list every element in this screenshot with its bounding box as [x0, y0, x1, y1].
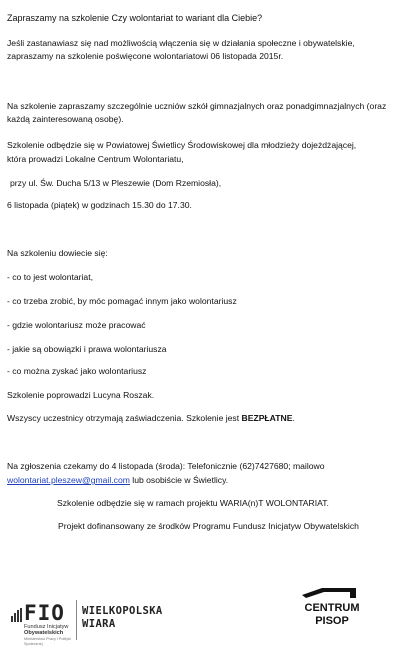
pisop-mark-icon	[296, 586, 368, 602]
signup-rest: lub osobiście w Świetlicy.	[129, 475, 229, 485]
topic-item: - co to jest wolontariat,	[7, 272, 93, 282]
fio-logo	[10, 600, 90, 646]
topic-item: - jakie są obowiązki i prawa wolontariusza	[7, 344, 167, 354]
fio-figure-icon	[10, 608, 22, 622]
trainer-line: Szkolenie poprowadzi Lucyna Roszak.	[7, 390, 155, 400]
signup-line-2	[7, 475, 228, 486]
page-title: Zapraszamy na szkolenie Czy wolontariat to wariant dla Ciebie?	[7, 13, 263, 23]
funding-line: Projekt dofinansowany ze środków Programu Fundusz Inicjatyw Obywatelskich	[58, 521, 359, 531]
fio-mark: FIO	[24, 601, 65, 625]
project-line: Szkolenie odbędzie się w ramach projektu WARIA(n)T WOLONTARIAT.	[57, 498, 329, 508]
pisop-text	[298, 602, 366, 629]
certificates-line	[7, 413, 295, 424]
logo-divider	[76, 600, 77, 640]
fio-sub-line-2: Obywatelskich	[24, 630, 64, 637]
wielkopolska-line-1: WIELKOPOLSKA	[82, 605, 163, 617]
signup-line-1: Na zgłoszenia czekamy do 4 listopada (środa): Telefonicznie (62)7427680; mailowo	[7, 461, 325, 471]
certificates-end: .	[292, 413, 295, 423]
email-link[interactable]: wolontariat.pleszew@gmail.com	[7, 475, 130, 485]
audience-paragraph: Na szkolenie zapraszamy szczególnie uczniów szkół gimnazjalnych oraz ponadgimnazjalnych (oraz każdą zainteresowaną osobę).	[7, 101, 387, 125]
wielkopolska-wiara-logo	[82, 605, 163, 631]
centrum-pisop-logo	[296, 586, 368, 644]
topic-item: - co można zyskać jako wolontariusz	[7, 366, 147, 376]
fio-ministry: Ministerstwo Pracy i Polityki Społecznej	[24, 637, 71, 646]
datetime-line: 6 listopada (piątek) w godzinach 15.30 do 17.30.	[7, 200, 192, 210]
venue-line-2: która prowadzi Lokalne Centrum Wolontariatu,	[7, 154, 184, 164]
pisop-line-1: CENTRUM	[304, 602, 360, 614]
wielkopolska-line-2: WIARA	[82, 618, 116, 631]
address-line: przy ul. Św. Ducha 5/13 w Pleszewie (Dom Rzemiosła),	[10, 178, 222, 188]
venue-line-1: Szkolenie odbędzie się w Powiatowej Świetlicy Środowiskowej dla młodzieży dojeżdżającej,	[7, 140, 357, 150]
intro-paragraph: Jeśli zastanawiasz się nad możliwością włączenia się w działania społeczne i obywatelskie, zapraszamy na szkolenie poświęcone wolontariatowi 06 listopada 2015r.	[7, 38, 355, 62]
topic-item: - gdzie wolontariusz może pracować	[7, 320, 146, 330]
fio-subtitle	[24, 624, 68, 636]
fio-sub-line-1: Fundusz Inicjatyw	[24, 624, 69, 630]
topic-item: - co trzeba zrobić, by móc pomagać innym jako wolontariusz	[7, 296, 237, 306]
certificates-text: Wszyscy uczestnicy otrzymają zaświadczenia. Szkolenie jest	[7, 413, 242, 423]
learn-intro: Na szkoleniu dowiecie się:	[7, 248, 108, 258]
free-label: BEZPŁATNE	[241, 413, 293, 423]
pisop-line-2: PISOP	[315, 615, 349, 628]
